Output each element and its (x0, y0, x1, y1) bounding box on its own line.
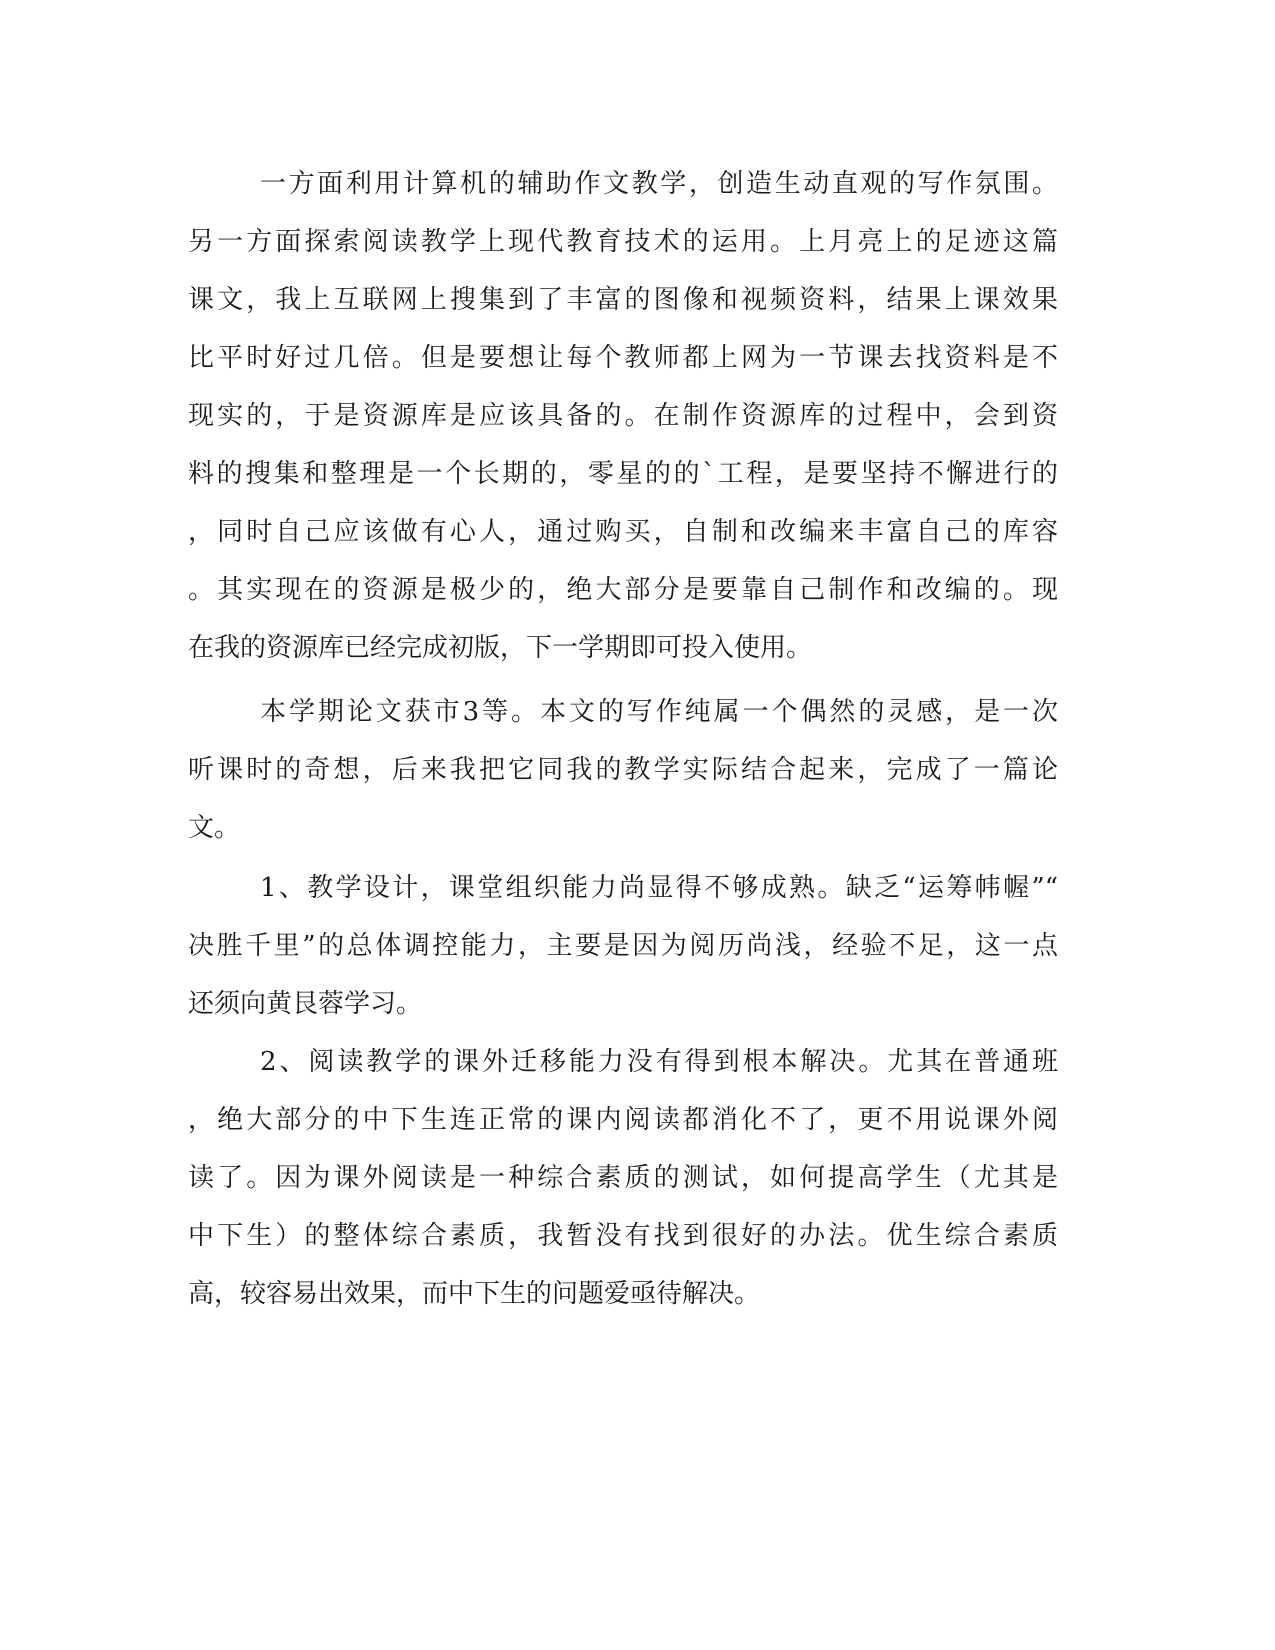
paragraph-4-line-2: ，绝大部分的中下生连正常的课内阅读都消化不了，更不用说课外阅 (188, 1105, 1058, 1135)
paragraph-2-line-2: 听课时的奇想，后来我把它同我的教学实际结合起来，完成了一篇论 (188, 755, 1058, 785)
paragraph-1-line-9: 在我的资源库已经完成初版，下一学期即可投入使用。 (188, 633, 813, 663)
paragraph-4-line-5: 高，较容易出效果，而中下生的问题爱亟待解决。 (188, 1279, 761, 1309)
paragraph-1-line-1: 一方面利用计算机的辅助作文教学，创造生动直观的写作氛围。 (260, 169, 1058, 199)
paragraph-1-line-2: 另一方面探索阅读教学上现代教育技术的运用。上月亮上的足迹这篇 (188, 227, 1058, 257)
paragraph-3-line-3: 还须向黄艮蓉学习。 (188, 989, 423, 1019)
paragraph-4-line-4: 中下生）的整体综合素质，我暂没有找到很好的办法。优生综合素质 (188, 1221, 1058, 1251)
paragraph-3-line-2: 决胜千里”的总体调控能力，主要是因为阅历尚浅，经验不足，这一点 (188, 931, 1058, 961)
paragraph-1-line-5: 现实的，于是资源库是应该具备的。在制作资源库的过程中，会到资 (188, 401, 1058, 431)
paragraph-1-line-4: 比平时好过几倍。但是要想让每个教师都上网为一节课去找资料是不 (188, 343, 1058, 373)
paragraph-2-line-1: 本学期论文获市3等。本文的写作纯属一个偶然的灵感，是一次 (260, 697, 1058, 727)
paragraph-1-line-8: 。其实现在的资源是极少的，绝大部分是要靠自己制作和改编的。现 (188, 575, 1058, 605)
paragraph-4-line-1: 2、阅读教学的课外迁移能力没有得到根本解决。尤其在普通班 (260, 1047, 1058, 1077)
paragraph-1-line-6: 料的搜集和整理是一个长期的，零星的的`工程，是要坚持不懈进行的 (188, 459, 1058, 489)
paragraph-1-line-7: ，同时自己应该做有心人，通过购买，自制和改编来丰富自己的库容 (188, 517, 1058, 547)
paragraph-1-line-3: 课文，我上互联网上搜集到了丰富的图像和视频资料，结果上课效果 (188, 285, 1058, 315)
paragraph-3-line-1: 1、教学设计，课堂组织能力尚显得不够成熟。缺乏“运筹帏幄”“ (260, 873, 1058, 903)
paragraph-2-line-3: 文。 (188, 813, 241, 843)
paragraph-4-line-3: 读了。因为课外阅读是一种综合素质的测试，如何提高学生（尤其是 (188, 1163, 1058, 1193)
